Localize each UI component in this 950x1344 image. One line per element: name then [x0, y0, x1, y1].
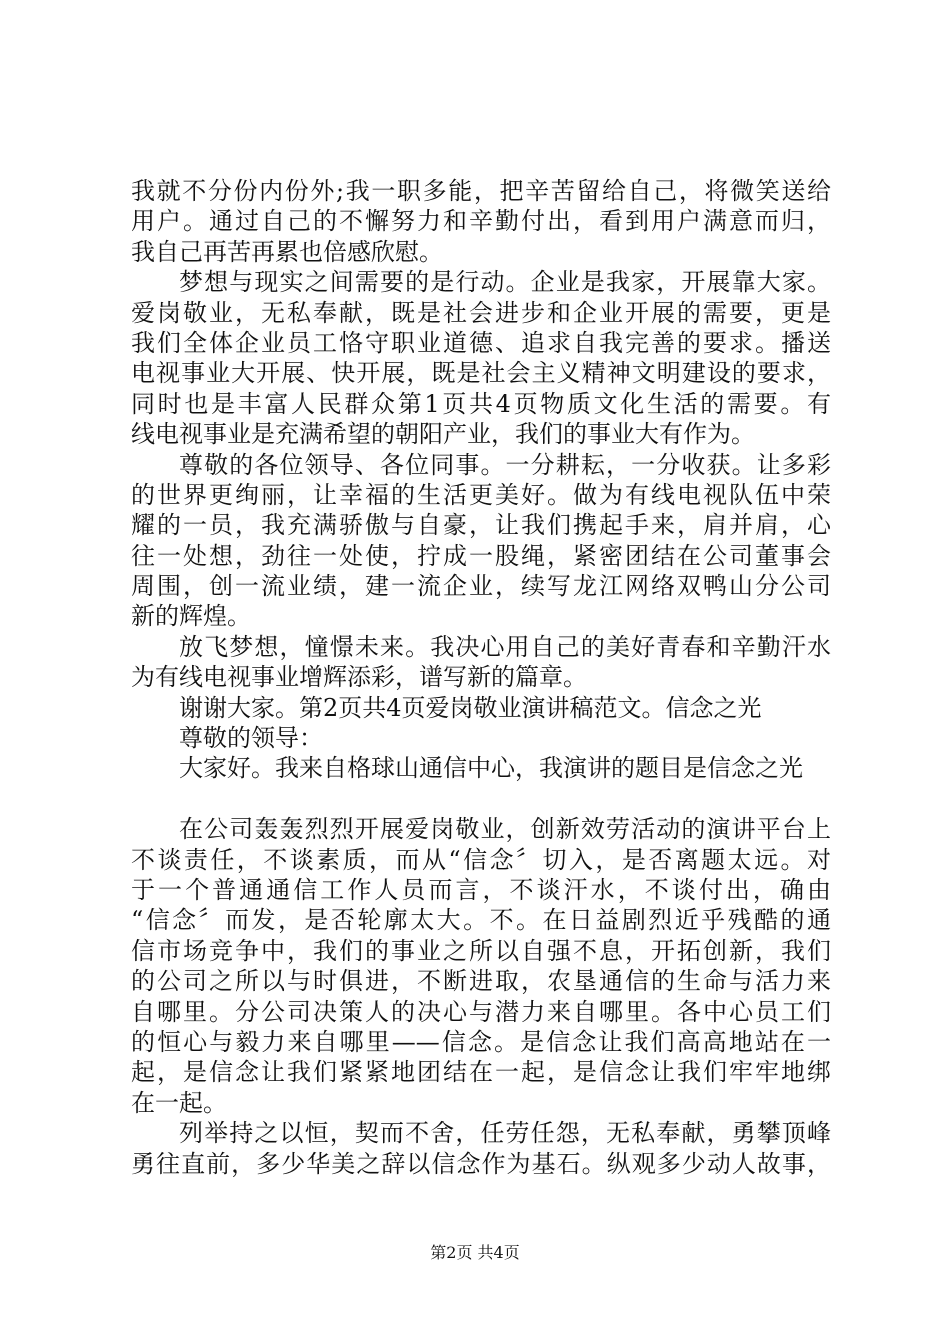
- text-line: 我就不分份内份外;我一职多能，把辛苦留给自己，将微笑送给: [131, 177, 831, 205]
- paragraph-start-line: 梦想与现实之间需要的是行动。企业是我家，开展靠大家。: [179, 268, 831, 297]
- salutation-line: 尊敬的领导：: [179, 724, 323, 753]
- blank-line: [131, 784, 831, 814]
- text-line: 线电视事业是充满希望的朝阳产业，我们的事业大有作为。: [131, 420, 755, 449]
- text-line: 用户。通过自己的不懈努力和辛勤付出，看到用户满意而归，: [131, 207, 831, 236]
- text-line: 的世界更绚丽，让幸福的生活更美好。做为有线电视队伍中荣: [131, 480, 831, 509]
- text-line: 自哪里。分公司决策人的决心与潜力来自哪里。各中心员工们: [131, 997, 831, 1026]
- paragraph-start-line: 在公司轰轰烈烈开展爱岗敬业，创新效劳活动的演讲平台上: [179, 815, 831, 844]
- text-line: “信念〞而发，是否轮廓太大。不。在日益剧烈近乎残酷的通: [131, 906, 831, 935]
- text-line: 的公司之所以与时俱进，不断进取，农垦通信的生命与活力来: [131, 967, 831, 996]
- text-line: 我自己再苦再累也倍感欣慰。: [131, 237, 443, 266]
- page-number-label: 第2页 共4页: [430, 1243, 520, 1262]
- text-line: 信市场竞争中，我们的事业之所以自强不息，开拓创新，我们: [131, 936, 831, 965]
- text-line: 于一个普通通信工作人员而言，不谈汗水，不谈付出，确由: [131, 875, 831, 904]
- text-line: 电视事业大开展、快开展，既是社会主义精神文明建设的要求，: [131, 359, 831, 388]
- text-line: 在一起。: [131, 1088, 227, 1117]
- document-body: [131, 176, 831, 1179]
- text-line: 为有线电视事业增辉添彩，谱写新的篇章。: [131, 663, 587, 692]
- text-line: 我们全体企业员工恪守职业道德、追求自我完善的要求。播送: [131, 328, 831, 357]
- text-line: 的恒心与毅力来自哪里——信念。是信念让我们高高地站在一: [131, 1027, 831, 1056]
- text-line: 新的辉煌。: [131, 602, 251, 631]
- text-line: 起，是信念让我们紧紧地团结在一起，是信念让我们牢牢地绑: [131, 1058, 831, 1087]
- page-footer: [0, 1243, 950, 1263]
- text-line: 不谈责任，不谈素质，而从“信念〞切入，是否离题太远。对: [131, 845, 831, 874]
- text-line: 耀的一员，我充满骄傲与自豪，让我们携起手来，肩并肩，心: [131, 511, 831, 540]
- paragraph-start-line: 放飞梦想，憧憬未来。我决心用自己的美好青春和辛勤汗水: [179, 632, 831, 661]
- text-line: 勇往直前，多少华美之辞以信念作为基石。纵观多少动人故事，: [131, 1149, 831, 1178]
- text-line: 爱岗敬业，无私奉献，既是社会进步和企业开展的需要，更是: [131, 298, 831, 327]
- paragraph-start-line: 尊敬的各位领导、各位同事。一分耕耘，一分收获。让多彩: [179, 450, 831, 479]
- paragraph-start-line: 列举持之以恒，契而不舍，任劳任怨，无私奉献，勇攀顶峰: [179, 1119, 831, 1148]
- text-line: 同时也是丰富人民群众第1页共4页物质文化生活的需要。有: [131, 389, 831, 418]
- text-line: 周围，创一流业绩，建一流企业，续写龙江网络双鸭山分公司: [131, 572, 831, 601]
- text-line: 往一处想，劲往一处使，拧成一股绳，紧密团结在公司董事会: [131, 541, 831, 570]
- greeting-line: 大家好。我来自格球山通信中心，我演讲的题目是信念之光: [179, 754, 803, 783]
- paragraph-start-line: 谢谢大家。第2页共4页爱岗敬业演讲稿范文。信念之光: [179, 693, 762, 722]
